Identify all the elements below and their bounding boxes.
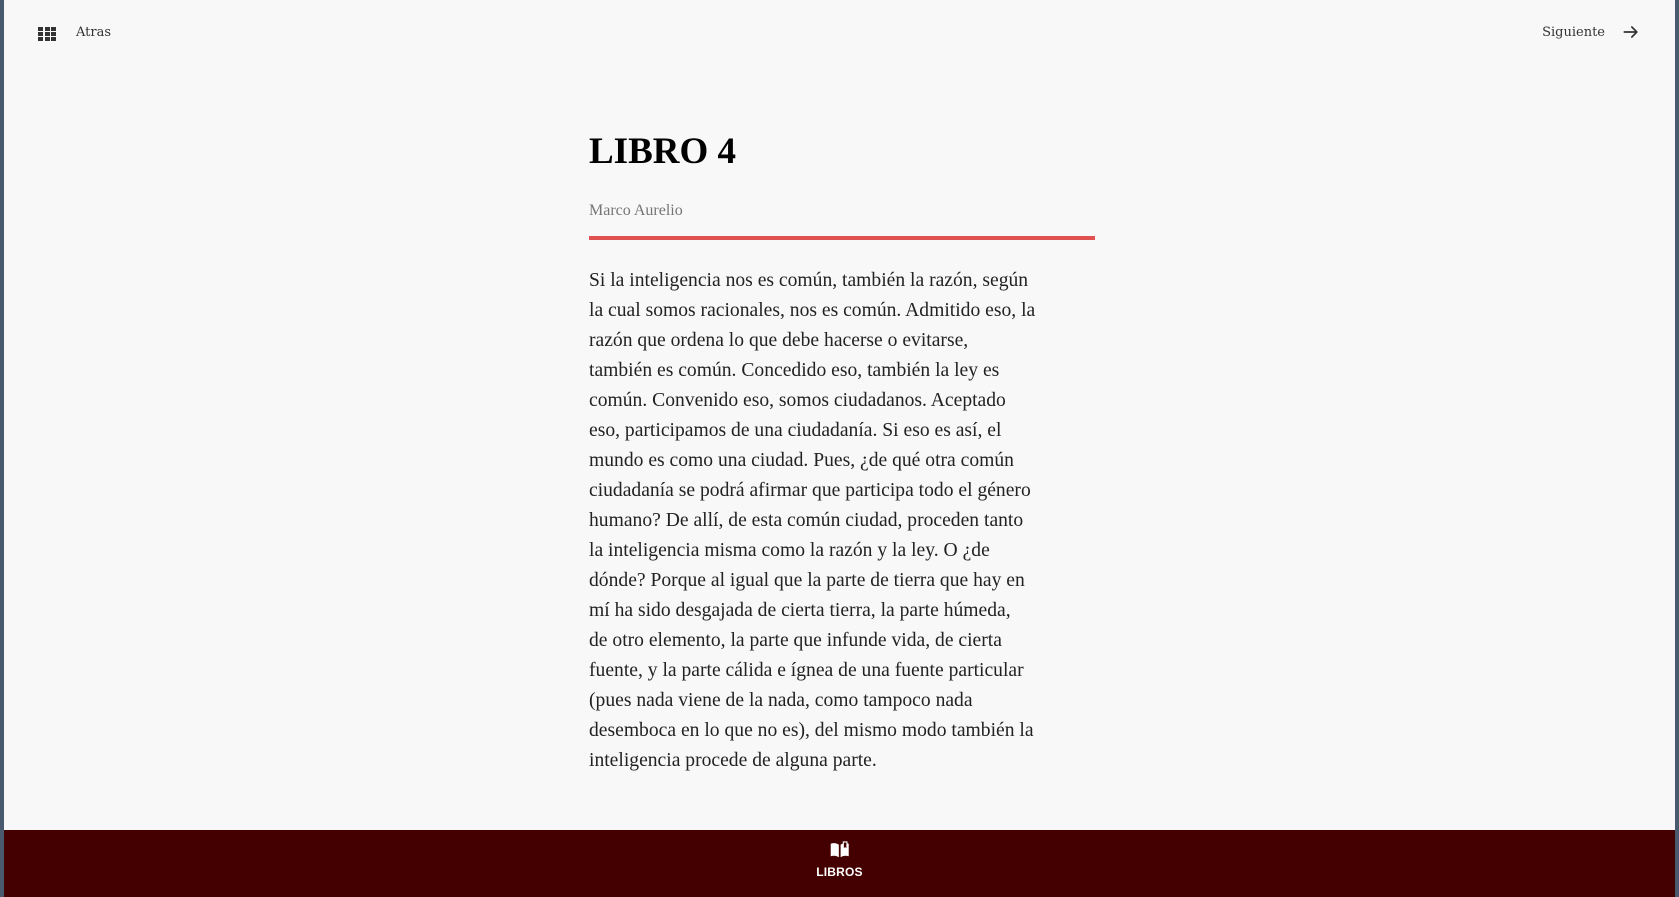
body-line: común. Convenido eso, somos ciudadanos. Aceptado	[589, 390, 1006, 411]
top-bar	[4, 0, 1675, 68]
body-line: mundo es como una ciudad. Pues, ¿de qué otra común	[589, 450, 1014, 471]
body-line: eso, participamos de una ciudadanía. Si eso es así, el	[589, 420, 1002, 441]
chapter-content	[589, 130, 1095, 776]
nav-label: LIBROS	[816, 865, 863, 879]
chapter-body	[589, 266, 1095, 776]
chapter-title: LIBRO 4	[589, 131, 737, 172]
body-line: Si la inteligencia nos es común, también la razón, según	[589, 270, 1029, 291]
grid-icon	[38, 27, 56, 41]
app-window	[4, 0, 1675, 897]
next-button[interactable]	[1542, 22, 1641, 42]
body-line: la cual somos racionales, nos es común. Admitido eso, la	[589, 300, 1036, 321]
title-divider	[589, 236, 1095, 240]
back-button[interactable]	[38, 24, 111, 41]
body-line: fuente, y la parte cálida e ígnea de una fuente particular	[589, 660, 1024, 681]
body-line: ciudadanía se podrá afirmar que participa todo el género	[589, 480, 1031, 501]
body-line: de otro elemento, la parte que infunde vida, de cierta	[589, 630, 1002, 651]
next-label: Siguiente	[1542, 24, 1605, 40]
book-icon	[828, 841, 850, 859]
body-line: humano? De allí, de esta común ciudad, proceden tanto	[589, 510, 1024, 531]
author-name: Marco Aurelio	[589, 202, 683, 219]
body-line: inteligencia procede de alguna parte.	[589, 750, 877, 771]
body-line: desemboca en lo que no es), del mismo modo también la	[589, 720, 1034, 741]
nav-item-libros[interactable]	[816, 841, 863, 879]
bottom-nav-bar	[4, 830, 1675, 897]
body-line: (pues nada viene de la nada, como tampoco nada	[589, 690, 973, 711]
arrow-right-icon	[1621, 22, 1641, 42]
body-line: dónde? Porque al igual que la parte de tierra que hay en	[589, 570, 1025, 591]
back-label: Atras	[76, 25, 112, 40]
body-line: la inteligencia misma como la razón y la ley. O ¿de	[589, 540, 990, 561]
body-line: mí ha sido desgajada de cierta tierra, la parte húmeda,	[589, 600, 1011, 621]
body-line: también es común. Concedido eso, también la ley es	[589, 360, 1000, 381]
body-line: razón que ordena lo que debe hacerse o evitarse,	[589, 330, 969, 351]
